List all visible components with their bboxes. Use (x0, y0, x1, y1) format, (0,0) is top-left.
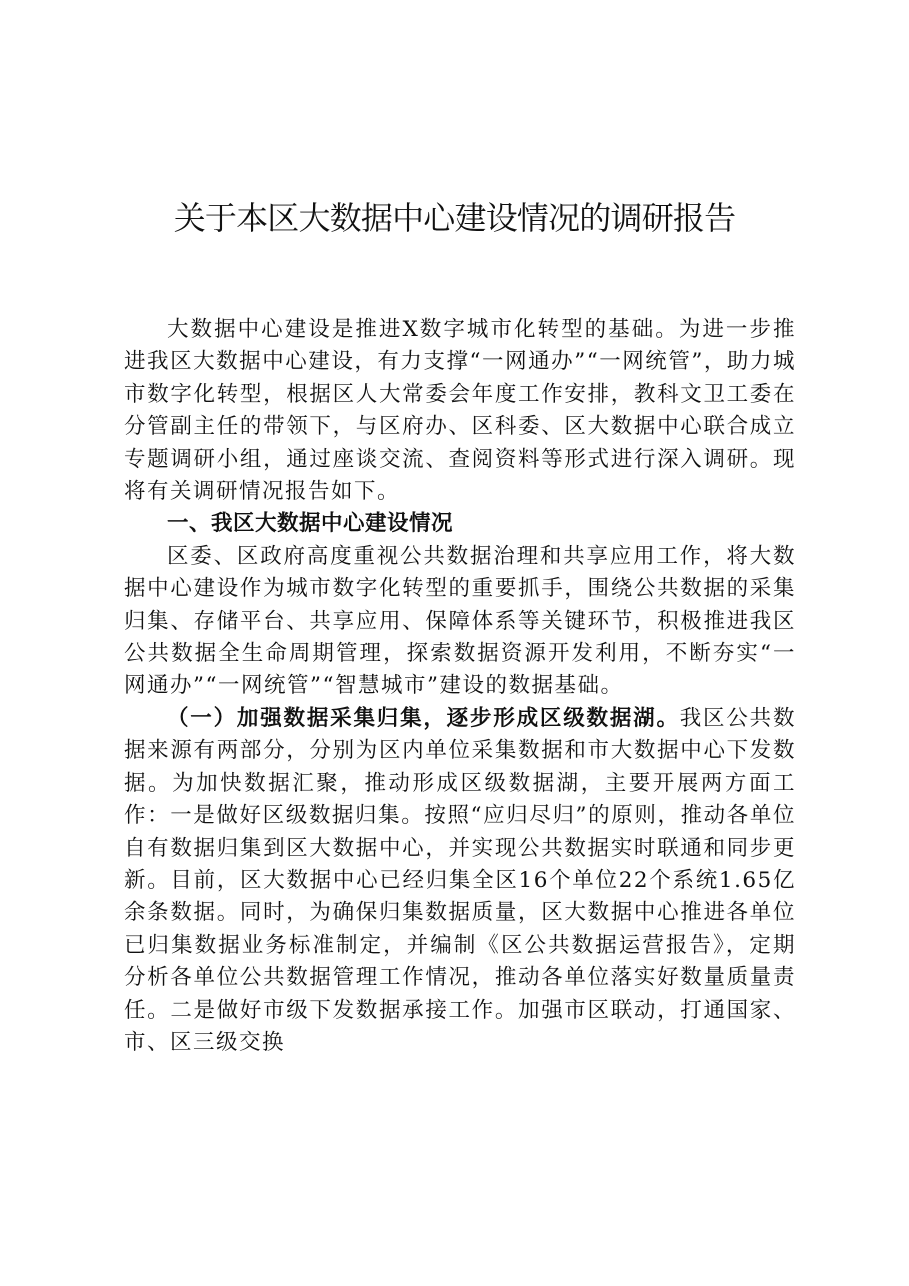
subsection-text: 我区公共数据来源有两部分，分别为区内单位采集数据和市大数据中心下发数据。为加快数据汇聚，推动形成区级数据湖，主要开展两方面工作：一是做好区级数据归集。按照“应归尽归”的原则，推动各单位自有数据归集到区大数据中心，并实现公共数据实时联通和同步更新。目前，区大数据中心已经归集全区16个单位22个系统1.65亿余条数据。同时，为确保归集数据质量，区大数据中心推进各单位已归集数据业务标准制定，并编制《区公共数据运营报告》，定期分析各单位公共数据管理工作情况，推动各单位落实好数量质量责任。二是做好市级下发数据承接工作。加强市区联动，打通国家、市、区三级交换 (124, 705, 796, 1055)
document-title: 关于本区大数据中心建设情况的调研报告 (173, 199, 736, 237)
subsection-heading: （一）加强数据采集归集，逐步形成区级数据湖。 (167, 705, 680, 731)
intro-paragraph: 大数据中心建设是推进X数字城市化转型的基础。为进一步推进我区大数据中心建设，有力支撑“一网通办”“一网统管”，助力城市数字化转型，根据区人大常委会年度工作安排，教科文卫工委在分管副主任的带领下，与区府办、区科委、区大数据中心联合成立专题调研小组，通过座谈交流、查阅资料等形式进行深入调研。现将有关调研情况报告如下。 (124, 317, 796, 505)
section-heading: 一、我区大数据中心建设情况 (167, 511, 454, 537)
section-paragraph: 区委、区政府高度重视公共数据治理和共享应用工作，将大数据中心建设作为城市数字化转型的重要抓手，围绕公共数据的采集归集、存储平台、共享应用、保障体系等关键环节，积极推进我区公共数据全生命周期管理，探索数据资源开发利用，不断夯实“一网通办”“一网统管”“智慧城市”建设的数据基础。 (124, 543, 796, 699)
document-body (124, 314, 796, 1059)
subsection-paragraph (124, 703, 796, 1059)
